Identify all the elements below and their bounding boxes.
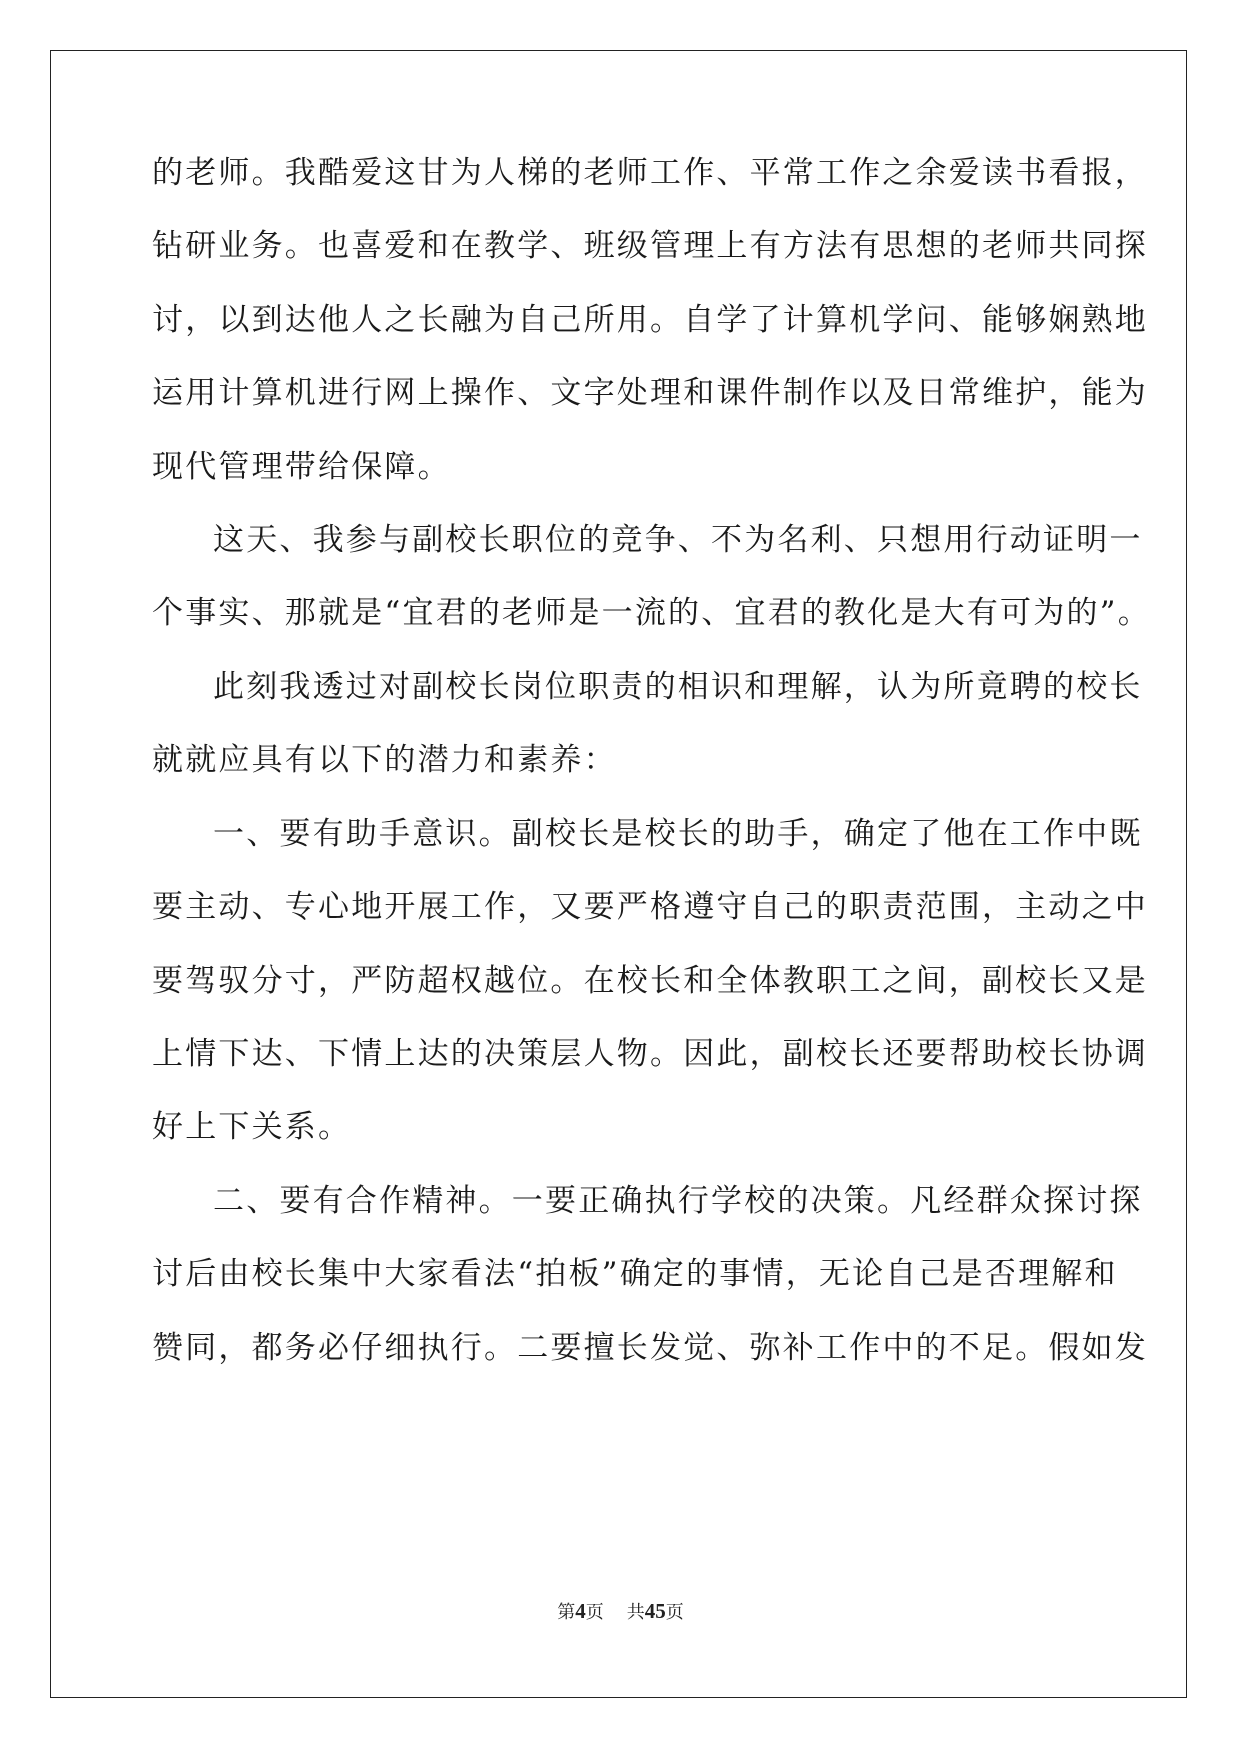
text-line: 要驾驭分寸，严防超权越位。在校长和全体教职工之间，副校长又是: [152, 963, 1148, 999]
text-line: 个事实、那就是“宜君的老师是一流的、宜君的教化是大有可为的”。: [152, 595, 1151, 631]
total-suffix: 页: [665, 1602, 684, 1623]
text-line: 上情下达、下情上达的决策层人物。因此，副校长还要帮助校长协调: [152, 1036, 1148, 1072]
footer-prefix: 第: [557, 1602, 576, 1623]
text-line: 好上下关系。: [152, 1109, 352, 1145]
total-pages: 45: [644, 1599, 666, 1623]
text-line: 一、要有助手意识。副校长是校长的助手，确定了他在工作中既: [213, 816, 1143, 852]
text-line: 钻研业务。也喜爱和在教学、班级管理上有方法有思想的老师共同探: [152, 228, 1148, 264]
page-border: [50, 50, 1187, 1698]
text-line: 要主动、专心地开展工作，又要严格遵守自己的职责范围，主动之中: [152, 889, 1148, 925]
text-line: 赞同，都务必仔细执行。二要擅长发觉、弥补工作中的不足。假如发: [152, 1330, 1148, 1366]
text-line: 就就应具有以下的潜力和素养：: [152, 742, 617, 778]
text-line: 二、要有合作精神。一要正确执行学校的决策。凡经群众探讨探: [213, 1183, 1143, 1219]
text-line: 讨，以到达他人之长融为自己所用。自学了计算机学问、能够娴熟地: [152, 302, 1148, 338]
text-line: 的老师。我酷爱这甘为人梯的老师工作、平常工作之余爱读书看报，: [152, 155, 1148, 191]
text-line: 现代管理带给保障。: [152, 449, 451, 485]
text-line: 这天、我参与副校长职位的竞争、不为名利、只想用行动证明一: [213, 522, 1143, 558]
text-line: 运用计算机进行网上操作、文字处理和课件制作以及日常维护，能为: [152, 375, 1148, 411]
text-line: 讨后由校长集中大家看法“拍板”确定的事情，无论自己是否理解和: [152, 1256, 1118, 1292]
page-number: 4: [575, 1599, 586, 1623]
page-footer: [0, 1598, 1241, 1624]
total-prefix: 共: [626, 1602, 645, 1623]
page-suffix: 页: [585, 1602, 604, 1623]
text-line: 此刻我透过对副校长岗位职责的相识和理解，认为所竟聘的校长: [213, 669, 1143, 705]
